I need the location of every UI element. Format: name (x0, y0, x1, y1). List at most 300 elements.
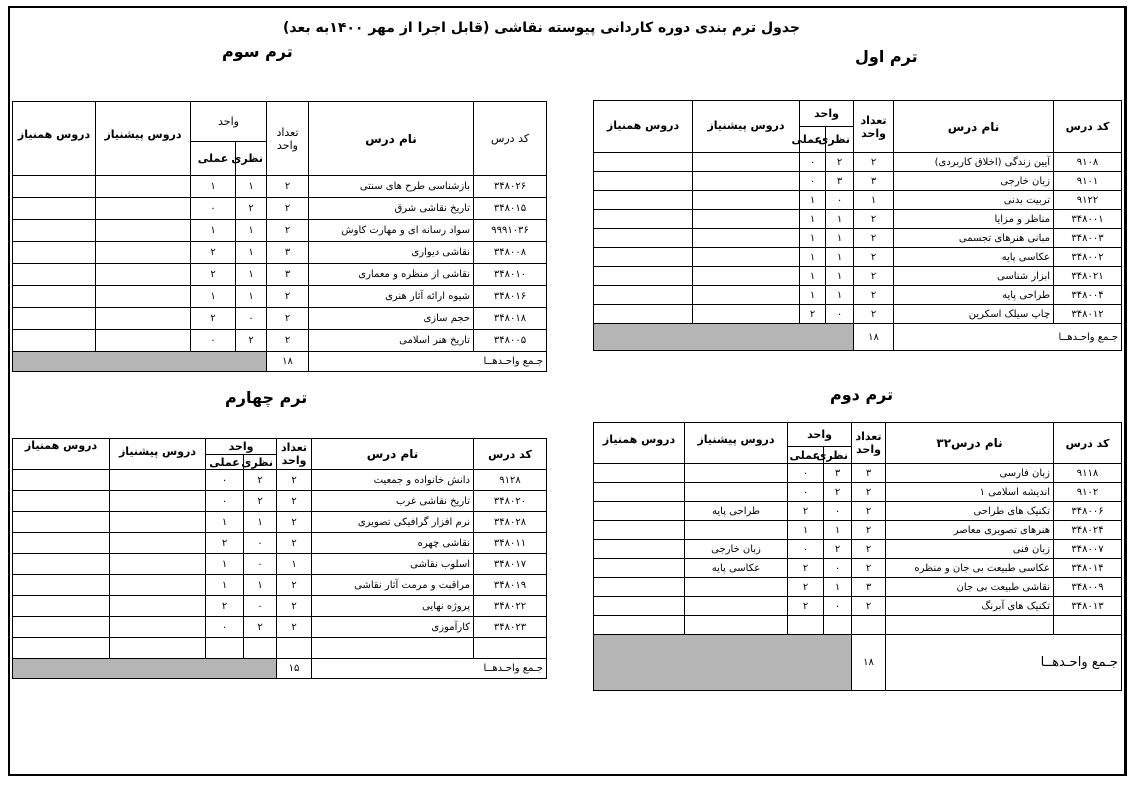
term4-table (12, 438, 547, 679)
cell-coreq (13, 242, 96, 264)
cell-code: ۳۴۸۰۱۳ (1054, 597, 1122, 616)
cell-name: تاریخ نقاشی شرق (309, 198, 474, 220)
total-value: ۱۸ (852, 635, 886, 691)
blank-cell (824, 616, 852, 635)
cell-practical: ۰ (206, 470, 244, 491)
total-gray (13, 352, 267, 372)
cell-practical: ۰ (800, 172, 826, 191)
table-row (13, 220, 547, 242)
cell-prereq (110, 617, 206, 638)
cell-prereq: طراحی پایه (685, 502, 788, 521)
table-row (13, 554, 547, 575)
cell-prereq (96, 264, 191, 286)
table-row (13, 575, 547, 596)
cell-code: ۳۴۸۰۰۸ (474, 242, 547, 264)
table-row (594, 559, 1122, 578)
cell-units: ۲ (854, 267, 894, 286)
header-coreq: دروس همنیاز (594, 423, 685, 464)
cell-practical: ۲ (191, 242, 236, 264)
cell-prereq (693, 305, 800, 324)
header-prereq: دروس پیشنیاز (110, 439, 206, 470)
header-code: کد درس (1054, 423, 1122, 464)
cell-theory: ۰ (826, 305, 854, 324)
cell-practical: ۱ (800, 229, 826, 248)
total-label: جـمع واحـدهــا (894, 324, 1122, 351)
cell-coreq (13, 308, 96, 330)
cell-code: ۹۱۲۲ (1054, 191, 1122, 210)
cell-coreq (594, 521, 685, 540)
cell-name: شیوه ارائه آثار هنری (309, 286, 474, 308)
cell-code: ۹۱۰۱ (1054, 172, 1122, 191)
cell-name: چاپ سیلک اسکرین (894, 305, 1054, 324)
cell-theory: ۲ (244, 491, 277, 512)
cell-prereq (96, 220, 191, 242)
table-row (13, 242, 547, 264)
term2-title: ترم دوم (830, 385, 894, 404)
cell-theory: ۲ (236, 198, 267, 220)
cell-units: ۲ (852, 597, 886, 616)
cell-prereq (693, 210, 800, 229)
cell-code: ۳۴۸۰۲۴ (1054, 521, 1122, 540)
cell-name: سواد رسانه ای و مهارت کاوش (309, 220, 474, 242)
cell-theory: ۱ (826, 286, 854, 305)
cell-name: تکنیک های طراحی (886, 502, 1054, 521)
cell-theory: ۱ (824, 578, 852, 597)
cell-practical: ۱ (800, 248, 826, 267)
cell-theory: ۲ (826, 153, 854, 172)
blank-cell (110, 638, 206, 659)
header-unit: واحد (206, 439, 277, 455)
cell-units: ۲ (854, 153, 894, 172)
cell-practical: ۰ (191, 330, 236, 352)
cell-name: نرم افزار گرافیکی تصویری (312, 512, 474, 533)
cell-name: طراحی پایه (894, 286, 1054, 305)
table-row (594, 502, 1122, 521)
cell-practical: ۲ (800, 305, 826, 324)
cell-coreq (13, 330, 96, 352)
total-label: جـمع واحـدهــا (886, 635, 1122, 691)
header-prereq: دروس پیشنیاز (96, 102, 191, 176)
header-theory: نظری (826, 127, 854, 153)
table-row (13, 617, 547, 638)
cell-coreq (594, 286, 693, 305)
cell-coreq (594, 191, 693, 210)
cell-coreq (13, 617, 110, 638)
cell-units: ۱ (854, 191, 894, 210)
table-row (594, 305, 1122, 324)
term3-table (12, 101, 547, 372)
cell-coreq (594, 540, 685, 559)
header-coreq: دروس همنیاز (13, 439, 110, 470)
cell-code: ۳۴۸۰۰۷ (1054, 540, 1122, 559)
cell-prereq (110, 470, 206, 491)
cell-prereq (693, 267, 800, 286)
cell-coreq (594, 172, 693, 191)
cell-code: ۳۴۸۰۱۷ (474, 554, 547, 575)
cell-coreq (594, 464, 685, 483)
cell-code: ۳۴۸۰۱۸ (474, 308, 547, 330)
term4-title: ترم چهارم (225, 388, 308, 407)
cell-code: ۳۴۸۰۲۲ (474, 596, 547, 617)
cell-prereq (693, 191, 800, 210)
cell-units: ۳ (267, 264, 309, 286)
blank-row (594, 616, 1122, 635)
cell-coreq (13, 596, 110, 617)
table-row (594, 578, 1122, 597)
cell-theory: ۰ (826, 191, 854, 210)
cell-theory: ۲ (824, 483, 852, 502)
cell-code: ۳۴۸۰۱۱ (474, 533, 547, 554)
blank-cell (277, 638, 312, 659)
cell-prereq (96, 308, 191, 330)
header-theory: نظری (824, 447, 852, 464)
table-row (594, 210, 1122, 229)
cell-name: تربیت بدنی (894, 191, 1054, 210)
table-row (594, 483, 1122, 502)
cell-units: ۲ (852, 540, 886, 559)
cell-practical: ۰ (206, 617, 244, 638)
cell-units: ۲ (852, 483, 886, 502)
header-practical: عملی (191, 142, 236, 176)
cell-coreq (594, 229, 693, 248)
cell-units: ۲ (267, 308, 309, 330)
cell-name: پروژه نهایی (312, 596, 474, 617)
cell-name: عکاسی طبیعت بی جان و منظره (886, 559, 1054, 578)
header-prereq: دروس پیشنیاز (685, 423, 788, 464)
cell-practical: ۱ (800, 286, 826, 305)
cell-prereq (110, 512, 206, 533)
cell-prereq (693, 172, 800, 191)
table-row (13, 176, 547, 198)
cell-name: نقاشی دیواری (309, 242, 474, 264)
cell-theory: ۰ (244, 554, 277, 575)
cell-coreq (594, 267, 693, 286)
cell-practical: ۰ (788, 483, 824, 502)
cell-prereq (685, 578, 788, 597)
cell-prereq (110, 596, 206, 617)
cell-coreq (594, 578, 685, 597)
cell-code: ۹۱۰۸ (1054, 153, 1122, 172)
table-row (594, 521, 1122, 540)
blank-cell (474, 638, 547, 659)
cell-prereq (685, 483, 788, 502)
cell-prereq: عکاسی پایه (685, 559, 788, 578)
cell-name: اندیشه اسلامی ۱ (886, 483, 1054, 502)
cell-units: ۲ (854, 286, 894, 305)
cell-coreq (13, 512, 110, 533)
cell-units: ۲ (267, 198, 309, 220)
cell-units: ۲ (277, 470, 312, 491)
blank-cell (852, 616, 886, 635)
table-row (13, 286, 547, 308)
cell-name: مراقبت و مرمت آثار نقاشی (312, 575, 474, 596)
cell-theory: ۱ (826, 210, 854, 229)
cell-prereq (110, 533, 206, 554)
table-row (594, 229, 1122, 248)
total-gray (594, 324, 854, 351)
term2-table (593, 422, 1122, 691)
cell-code: ۳۴۸۰۲۸ (474, 512, 547, 533)
cell-prereq (110, 554, 206, 575)
total-label: جـمع واحـدهــا (309, 352, 547, 372)
cell-theory: ۱ (824, 521, 852, 540)
cell-coreq (594, 153, 693, 172)
cell-prereq (110, 491, 206, 512)
table-row (13, 470, 547, 491)
cell-theory: ۰ (244, 596, 277, 617)
cell-prereq (96, 330, 191, 352)
cell-coreq (594, 305, 693, 324)
header-practical: عملی (788, 447, 824, 464)
table-row (13, 533, 547, 554)
table-row (13, 264, 547, 286)
cell-coreq (13, 220, 96, 242)
cell-coreq (13, 198, 96, 220)
cell-units: ۳ (267, 242, 309, 264)
header-code: کد درس (1054, 101, 1122, 153)
cell-theory: ۱ (236, 242, 267, 264)
cell-units: ۲ (267, 176, 309, 198)
cell-units: ۲ (267, 330, 309, 352)
cell-units: ۲ (852, 559, 886, 578)
header-theory: نظری (244, 455, 277, 470)
cell-units: ۲ (852, 502, 886, 521)
cell-theory: ۱ (826, 267, 854, 286)
cell-theory: ۱ (826, 248, 854, 267)
blank-cell (1054, 616, 1122, 635)
total-value: ۱۵ (277, 659, 312, 679)
cell-code: ۳۴۸۰۰۲ (1054, 248, 1122, 267)
header-name: نام درس (894, 101, 1054, 153)
cell-code: ۳۴۸۰۱۴ (1054, 559, 1122, 578)
cell-prereq: زبان خارجی (685, 540, 788, 559)
table-row (594, 540, 1122, 559)
cell-practical: ۱ (206, 575, 244, 596)
header-practical: عملی (206, 455, 244, 470)
cell-name: ابزار شناسی (894, 267, 1054, 286)
header-unit: واحد (788, 423, 852, 447)
cell-theory: ۰ (824, 597, 852, 616)
cell-units: ۲ (854, 248, 894, 267)
header-units-count: تعداد واحد (277, 439, 312, 470)
table-row (13, 330, 547, 352)
cell-units: ۲ (277, 533, 312, 554)
cell-name: اسلوب نقاشی (312, 554, 474, 575)
cell-name: زبان فنی (886, 540, 1054, 559)
cell-code: ۳۴۸۰۲۶ (474, 176, 547, 198)
cell-code: ۹۹۹۱۰۳۶ (474, 220, 547, 242)
cell-coreq (13, 286, 96, 308)
cell-theory: ۳ (824, 464, 852, 483)
cell-code: ۳۴۸۰۱۰ (474, 264, 547, 286)
cell-units: ۲ (277, 575, 312, 596)
cell-units: ۲ (277, 512, 312, 533)
cell-units: ۲ (277, 491, 312, 512)
cell-prereq (96, 242, 191, 264)
cell-theory: ۰ (236, 308, 267, 330)
cell-name: زبان فارسی (886, 464, 1054, 483)
table-row (594, 464, 1122, 483)
header-coreq: دروس همنیاز (594, 101, 693, 153)
table-row (594, 267, 1122, 286)
header-code: کد درس (474, 102, 547, 176)
table-row (594, 248, 1122, 267)
cell-coreq (594, 210, 693, 229)
cell-name: تاریخ نقاشی غرب (312, 491, 474, 512)
cell-coreq (13, 575, 110, 596)
cell-practical: ۲ (206, 596, 244, 617)
cell-practical: ۲ (788, 578, 824, 597)
cell-prereq (693, 286, 800, 305)
table-row (13, 596, 547, 617)
cell-theory: ۱ (826, 229, 854, 248)
cell-practical: ۲ (191, 308, 236, 330)
cell-code: ۳۴۸۰۲۳ (474, 617, 547, 638)
cell-coreq (13, 470, 110, 491)
cell-units: ۲ (852, 521, 886, 540)
cell-practical: ۲ (788, 597, 824, 616)
cell-units: ۳ (852, 464, 886, 483)
cell-practical: ۱ (788, 521, 824, 540)
cell-practical: ۱ (206, 512, 244, 533)
table-row (594, 153, 1122, 172)
header-unit: واحد (800, 101, 854, 127)
header-units-count: تعداد واحد (267, 102, 309, 176)
table-row (594, 172, 1122, 191)
blank-cell (685, 616, 788, 635)
cell-prereq (693, 229, 800, 248)
header-units-count: تعداد واحد (852, 423, 886, 464)
cell-code: ۳۴۸۰۰۴ (1054, 286, 1122, 305)
blank-cell (788, 616, 824, 635)
total-gray (13, 659, 277, 679)
term1-title: ترم اول (855, 47, 918, 66)
cell-coreq (594, 483, 685, 502)
cell-theory: ۰ (244, 533, 277, 554)
cell-units: ۱ (277, 554, 312, 575)
cell-units: ۲ (277, 617, 312, 638)
cell-theory: ۱ (244, 575, 277, 596)
cell-practical: ۲ (191, 264, 236, 286)
blank-cell (206, 638, 244, 659)
cell-coreq (13, 533, 110, 554)
cell-practical: ۰ (191, 198, 236, 220)
cell-coreq (594, 248, 693, 267)
page-title: جدول ترم بندی دوره کاردانی پیوسته نقاشی (قابل اجرا از مهر ۱۴۰۰به بعد) (283, 20, 800, 36)
cell-prereq (96, 286, 191, 308)
blank-cell (594, 616, 685, 635)
cell-practical: ۱ (800, 210, 826, 229)
cell-code: ۳۴۸۰۱۵ (474, 198, 547, 220)
total-gray (594, 635, 852, 691)
term1-table (593, 100, 1122, 351)
cell-name: نقاشی از منظره و معماری (309, 264, 474, 286)
cell-coreq (13, 491, 110, 512)
cell-coreq (13, 264, 96, 286)
cell-name: کارآموزی (312, 617, 474, 638)
cell-theory: ۲ (824, 540, 852, 559)
cell-code: ۳۴۸۰۲۰ (474, 491, 547, 512)
blank-cell (886, 616, 1054, 635)
cell-code: ۳۴۸۰۱۲ (1054, 305, 1122, 324)
cell-practical: ۲ (206, 533, 244, 554)
cell-theory: ۰ (824, 559, 852, 578)
cell-name: مبانی هنرهای تجسمی (894, 229, 1054, 248)
total-value: ۱۸ (267, 352, 309, 372)
cell-theory: ۲ (236, 330, 267, 352)
cell-units: ۲ (267, 286, 309, 308)
cell-code: ۳۴۸۰۰۳ (1054, 229, 1122, 248)
table-row (13, 198, 547, 220)
cell-units: ۳ (852, 578, 886, 597)
cell-practical: ۰ (206, 491, 244, 512)
blank-cell (13, 638, 110, 659)
cell-code: ۹۱۲۸ (474, 470, 547, 491)
cell-name: تکنیک های آبرنگ (886, 597, 1054, 616)
header-name: نام درس (312, 439, 474, 470)
header-prereq: دروس پیشنیاز (693, 101, 800, 153)
header-units-count: تعداد واحد (854, 101, 894, 153)
cell-practical: ۰ (788, 464, 824, 483)
cell-code: ۳۴۸۰۰۱ (1054, 210, 1122, 229)
cell-name: دانش خانواده و جمعیت (312, 470, 474, 491)
header-name: نام درس۳۲ (886, 423, 1054, 464)
cell-name: نقاشی چهره (312, 533, 474, 554)
cell-prereq (685, 521, 788, 540)
cell-practical: ۱ (191, 176, 236, 198)
cell-theory: ۳ (826, 172, 854, 191)
cell-theory: ۲ (244, 617, 277, 638)
cell-coreq (594, 597, 685, 616)
header-theory: نظری (236, 142, 267, 176)
header-coreq: دروس همنیاز (13, 102, 96, 176)
cell-practical: ۱ (206, 554, 244, 575)
term3-title: ترم سوم (222, 42, 293, 61)
cell-name: نقاشی طبیعت بی جان (886, 578, 1054, 597)
cell-prereq (110, 575, 206, 596)
cell-units: ۳ (854, 172, 894, 191)
cell-practical: ۲ (788, 502, 824, 521)
cell-code: ۳۴۸۰۰۹ (1054, 578, 1122, 597)
cell-code: ۳۴۸۰۰۶ (1054, 502, 1122, 521)
cell-prereq (96, 198, 191, 220)
cell-code: ۳۴۸۰۱۹ (474, 575, 547, 596)
cell-units: ۲ (854, 305, 894, 324)
cell-coreq (13, 176, 96, 198)
cell-practical: ۰ (788, 540, 824, 559)
cell-practical: ۰ (800, 153, 826, 172)
cell-code: ۳۴۸۰۲۱ (1054, 267, 1122, 286)
cell-practical: ۱ (800, 191, 826, 210)
header-unit: واحد (191, 102, 267, 142)
cell-code: ۳۴۸۰۰۵ (474, 330, 547, 352)
cell-theory: ۱ (236, 176, 267, 198)
cell-practical: ۱ (800, 267, 826, 286)
cell-prereq (693, 153, 800, 172)
cell-code: ۳۴۸۰۱۶ (474, 286, 547, 308)
total-label: جـمع واحـدهــا (312, 659, 547, 679)
cell-name: حجم سازی (309, 308, 474, 330)
cell-name: بازشناسی طرح های سنتی (309, 176, 474, 198)
cell-name: تاریخ هنر اسلامی (309, 330, 474, 352)
total-value: ۱۸ (854, 324, 894, 351)
cell-theory: ۰ (824, 502, 852, 521)
cell-name: زبان خارجی (894, 172, 1054, 191)
cell-theory: ۲ (244, 470, 277, 491)
cell-units: ۲ (277, 596, 312, 617)
cell-practical: ۱ (191, 286, 236, 308)
table-row (594, 191, 1122, 210)
